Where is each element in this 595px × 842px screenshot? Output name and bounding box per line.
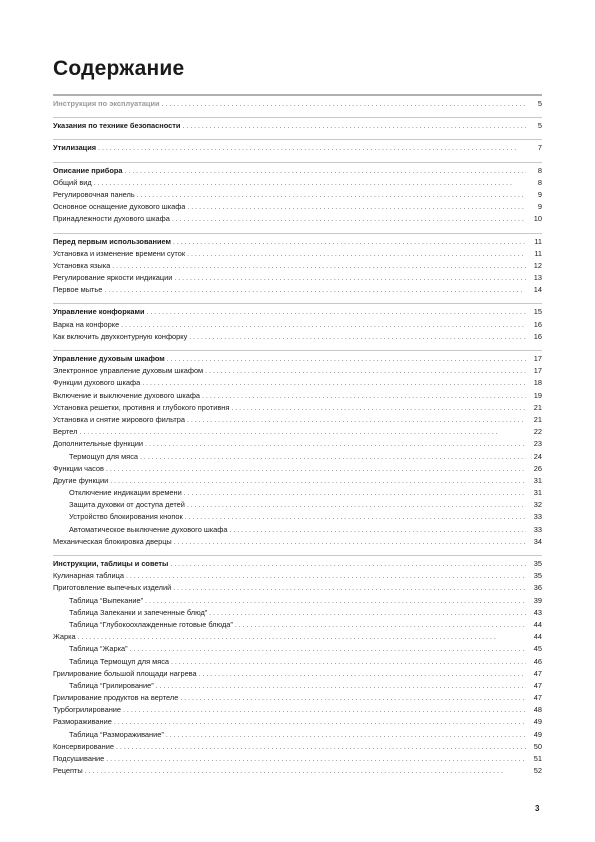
dot-leader xyxy=(231,402,526,414)
toc-entry[interactable] xyxy=(53,716,542,728)
toc-subentry[interactable] xyxy=(53,524,542,536)
toc-entry-page: 44 xyxy=(533,619,542,629)
toc-entry-page: 11 xyxy=(534,248,542,258)
dot-leader xyxy=(106,753,526,765)
toc-entry[interactable] xyxy=(53,414,542,426)
toc-entry[interactable] xyxy=(53,248,542,260)
dot-leader xyxy=(130,643,526,655)
toc-entry-title: Таблица “Размораживание” xyxy=(69,729,164,739)
toc-entry-page: 31 xyxy=(533,488,542,498)
toc-section-heading[interactable] xyxy=(53,236,542,248)
toc-entry-page: 11 xyxy=(534,236,542,246)
toc-entry-page: 47 xyxy=(533,680,542,690)
toc-section-heading[interactable] xyxy=(53,165,542,177)
toc-entry-page: 13 xyxy=(533,273,542,283)
toc-entry[interactable] xyxy=(53,189,542,201)
toc-entry[interactable] xyxy=(53,390,542,402)
toc-entry[interactable] xyxy=(53,463,542,475)
toc-entry-title: Подсушивание xyxy=(53,754,105,763)
dot-leader xyxy=(104,284,526,296)
toc-entry-title: Грилирование продуктов на вертеле xyxy=(53,693,179,703)
toc-entry-page: 22 xyxy=(533,427,542,437)
dot-leader xyxy=(173,582,526,594)
toc-subentry[interactable] xyxy=(53,487,542,499)
dot-leader xyxy=(85,765,526,777)
toc-entry-page: 50 xyxy=(533,741,542,751)
toc-entry-title: Общий вид xyxy=(53,177,92,187)
toc-entry-title: Механическая блокировка дверцы xyxy=(53,536,172,546)
toc-section-heading[interactable] xyxy=(53,142,542,154)
dot-leader xyxy=(147,306,526,318)
toc-entry-page: 7 xyxy=(537,143,542,153)
toc-entry[interactable] xyxy=(53,365,542,377)
toc-entry-title: Утилизация xyxy=(53,143,97,153)
toc-entry[interactable] xyxy=(53,475,542,487)
toc-entry[interactable] xyxy=(53,402,542,414)
toc-subentry[interactable] xyxy=(53,511,542,523)
dot-leader xyxy=(174,536,526,548)
toc-section xyxy=(53,162,542,226)
toc-entry-page: 9 xyxy=(537,189,542,199)
dot-leader xyxy=(170,558,526,570)
toc-entry-title: Функции духового шкафа xyxy=(53,378,141,388)
toc-entry-title: Основное оснащение духового шкафа xyxy=(53,202,186,212)
toc-subentry[interactable] xyxy=(53,451,542,463)
toc-entry[interactable] xyxy=(53,377,542,389)
toc-entry-page: 12 xyxy=(533,260,542,270)
toc-entry-page: 35 xyxy=(533,559,542,568)
toc-section xyxy=(53,139,542,154)
toc-entry-page: 43 xyxy=(533,607,542,617)
toc-entry-title: Термощуп для мяса xyxy=(69,451,138,461)
dot-leader xyxy=(140,451,526,463)
toc-entry-title: Таблица Термощуп для мяса xyxy=(69,656,170,666)
toc-section-heading[interactable] xyxy=(53,353,542,365)
toc-entry-page: 49 xyxy=(533,729,542,739)
toc-entry-page: 8 xyxy=(537,177,542,187)
toc-entry-page: 21 xyxy=(533,402,542,412)
toc-entry-page: 23 xyxy=(533,439,542,449)
toc-entry[interactable] xyxy=(53,753,542,765)
toc-entry-title: Первое мытье xyxy=(53,285,103,295)
toc-entry[interactable] xyxy=(53,201,542,213)
toc-entry-title: Таблица “Выпекание” xyxy=(69,595,144,605)
toc-entry-title: Описание прибора xyxy=(53,165,123,175)
toc-entry-page: 47 xyxy=(533,668,542,678)
toc-section xyxy=(53,303,542,343)
toc-entry-page: 35 xyxy=(533,571,542,581)
dot-leader xyxy=(184,487,526,499)
toc-entry-title: Как включить двухконтурную конфорку xyxy=(53,331,188,341)
toc-entry[interactable] xyxy=(53,426,542,438)
dot-leader xyxy=(235,619,526,631)
toc-entry-page: 47 xyxy=(533,693,542,703)
toc-entry-page: 45 xyxy=(533,644,542,654)
toc-entry-title: Указания по технике безопасности xyxy=(53,121,181,131)
dot-leader xyxy=(187,499,526,511)
table-of-contents xyxy=(53,94,542,784)
toc-entry-title: Приготовление выпечных изделий xyxy=(53,583,172,593)
toc-entry-page: 21 xyxy=(533,414,542,424)
toc-section xyxy=(53,94,542,110)
toc-entry[interactable] xyxy=(53,692,542,704)
toc-entry-title: Установка решетки, противня и глубокого противня xyxy=(53,402,230,412)
dot-leader xyxy=(162,98,526,110)
dot-leader xyxy=(137,189,526,201)
toc-entry-page: 18 xyxy=(533,378,542,388)
toc-entry-title: Инструкция по эксплуатации xyxy=(53,99,160,108)
dot-leader xyxy=(110,475,526,487)
page-title: Содержание xyxy=(53,57,185,80)
toc-entry[interactable] xyxy=(53,741,542,753)
toc-entry[interactable] xyxy=(53,331,542,343)
toc-entry[interactable] xyxy=(53,582,542,594)
toc-entry-title: Таблица “Грилирование” xyxy=(69,680,154,690)
dot-leader xyxy=(187,414,526,426)
toc-subentry[interactable] xyxy=(53,619,542,631)
toc-entry[interactable] xyxy=(53,284,542,296)
toc-entry-title: Устройство блокирования кнопок xyxy=(69,512,183,522)
dot-leader xyxy=(185,511,526,523)
toc-entry-page: 26 xyxy=(533,463,542,473)
toc-entry-page: 39 xyxy=(533,595,542,605)
toc-section-heading[interactable] xyxy=(53,558,542,570)
toc-entry-title: Регулировочная панель xyxy=(53,189,135,199)
toc-entry-title: Варка на конфорке xyxy=(53,319,120,329)
dot-leader xyxy=(78,631,526,643)
dot-leader xyxy=(172,213,526,225)
dot-leader xyxy=(171,656,526,668)
toc-entry-title: Размораживание xyxy=(53,717,112,727)
dot-leader xyxy=(229,524,526,536)
toc-entry-page: 15 xyxy=(533,307,542,317)
toc-entry-page: 14 xyxy=(533,285,542,295)
dot-leader xyxy=(79,426,526,438)
toc-entry-page: 51 xyxy=(533,754,542,763)
toc-subentry[interactable] xyxy=(53,607,542,619)
dot-leader xyxy=(114,716,526,728)
toc-entry-page: 17 xyxy=(533,366,542,376)
toc-entry-title: Инструкции, таблицы и советы xyxy=(53,559,169,568)
toc-subentry[interactable] xyxy=(53,729,542,741)
dot-leader xyxy=(98,142,526,154)
toc-entry-page: 34 xyxy=(533,536,542,546)
toc-subentry[interactable] xyxy=(53,643,542,655)
toc-section xyxy=(53,233,542,297)
dot-leader xyxy=(124,165,526,177)
toc-entry-title: Турбогрилирование xyxy=(53,705,122,715)
toc-entry-page: 19 xyxy=(533,390,542,400)
toc-section-heading[interactable] xyxy=(53,306,542,318)
dot-leader xyxy=(116,741,526,753)
toc-entry-title: Отключение индикации времени xyxy=(69,488,182,498)
dot-leader xyxy=(187,201,526,213)
dot-leader xyxy=(145,438,526,450)
toc-entry-title: Электронное управление духовым шкафом xyxy=(53,366,204,376)
toc-subentry[interactable] xyxy=(53,680,542,692)
toc-entry-title: Таблица “Жарка” xyxy=(69,644,128,654)
toc-entry[interactable] xyxy=(53,438,542,450)
toc-entry-title: Автоматическое выключение духового шкафа xyxy=(69,524,228,534)
toc-entry[interactable] xyxy=(53,570,542,582)
toc-entry-title: Установка и снятие жирового фильтра xyxy=(53,414,185,424)
toc-entry[interactable] xyxy=(53,668,542,680)
dot-leader xyxy=(94,177,526,189)
toc-subentry[interactable] xyxy=(53,595,542,607)
dot-leader xyxy=(112,260,526,272)
dot-leader xyxy=(180,692,526,704)
toc-section xyxy=(53,555,542,777)
toc-entry-title: Защита духовки от доступа детей xyxy=(69,500,185,510)
toc-entry-page: 5 xyxy=(537,99,542,108)
toc-entry-page: 31 xyxy=(533,475,542,485)
toc-entry-title: Кулинарная таблица xyxy=(53,571,124,581)
toc-entry-page: 49 xyxy=(533,717,542,727)
toc-section xyxy=(53,117,542,132)
toc-entry-title: Жарка xyxy=(53,632,76,642)
toc-entry-page: 46 xyxy=(533,656,542,666)
toc-entry[interactable] xyxy=(53,631,542,643)
toc-entry-page: 33 xyxy=(533,524,542,534)
dot-leader xyxy=(123,704,526,716)
dot-leader xyxy=(126,570,526,582)
toc-subentry[interactable] xyxy=(53,656,542,668)
toc-entry-title: Таблица Запеканки и запеченные блюд” xyxy=(69,607,208,617)
toc-entry-page: 17 xyxy=(533,354,542,363)
toc-entry-title: Функции часов xyxy=(53,463,104,473)
toc-entry-page: 32 xyxy=(533,500,542,510)
dot-leader xyxy=(156,680,526,692)
toc-entry-page: 24 xyxy=(533,451,542,461)
dot-leader xyxy=(142,377,526,389)
toc-entry-title: Регулирование яркости индикации xyxy=(53,273,173,283)
toc-entry-page: 10 xyxy=(533,214,542,224)
toc-entry[interactable] xyxy=(53,213,542,225)
dot-leader xyxy=(199,668,526,680)
toc-entry-title: Грилирование большой площади нагрева xyxy=(53,668,197,678)
toc-entry-title: Рецепты xyxy=(53,766,83,776)
page-number: 3 xyxy=(535,804,540,813)
toc-section-heading[interactable] xyxy=(53,120,542,132)
toc-entry-title: Таблица “Глубокоохлажденные готовые блюда” xyxy=(69,619,233,629)
toc-entry[interactable] xyxy=(53,536,542,548)
toc-entry-title: Управление духовым шкафом xyxy=(53,354,165,363)
toc-entry-page: 9 xyxy=(537,202,542,212)
toc-entry-title: Включение и выключение духового шкафа xyxy=(53,390,201,400)
toc-entry-page: 5 xyxy=(537,121,542,131)
dot-leader xyxy=(189,331,526,343)
dot-leader xyxy=(202,390,526,402)
toc-entry-page: 16 xyxy=(533,319,542,329)
dot-leader xyxy=(121,319,526,331)
toc-entry[interactable] xyxy=(53,765,542,777)
dot-leader xyxy=(187,248,526,260)
dot-leader xyxy=(106,463,526,475)
toc-entry-title: Установка и изменение времени суток xyxy=(53,248,186,258)
toc-entry-title: Дополнительные функции xyxy=(53,439,144,449)
dot-leader xyxy=(145,595,526,607)
toc-entry-title: Другие функции xyxy=(53,475,109,485)
dot-leader xyxy=(182,120,526,132)
toc-entry-title: Управление конфорками xyxy=(53,307,145,317)
toc-entry-page: 16 xyxy=(533,331,542,341)
toc-entry-page: 44 xyxy=(533,632,542,642)
toc-entry-title: Установка языка xyxy=(53,260,111,270)
toc-entry[interactable] xyxy=(53,260,542,272)
dot-leader xyxy=(174,272,526,284)
toc-entry-title: Принадлежности духового шкафа xyxy=(53,214,170,224)
toc-entry[interactable] xyxy=(53,704,542,716)
toc-entry[interactable] xyxy=(53,177,542,189)
toc-entry-page: 36 xyxy=(533,583,542,593)
dot-leader xyxy=(209,607,526,619)
toc-entry-title: Перед первым использованием xyxy=(53,236,171,246)
dot-leader xyxy=(173,236,526,248)
dot-leader xyxy=(167,353,526,365)
toc-section xyxy=(53,350,542,548)
toc-subentry[interactable] xyxy=(53,499,542,511)
dot-leader xyxy=(205,365,526,377)
toc-entry[interactable] xyxy=(53,272,542,284)
toc-entry-title: Вертел xyxy=(53,427,78,437)
toc-entry-page: 8 xyxy=(537,165,542,175)
dot-leader xyxy=(166,729,526,741)
toc-entry-page: 33 xyxy=(533,512,542,522)
toc-entry-title: Консервирование xyxy=(53,741,114,751)
toc-entry[interactable] xyxy=(53,319,542,331)
toc-entry-page: 52 xyxy=(533,766,542,776)
toc-section-heading[interactable] xyxy=(53,98,542,110)
toc-entry-page: 48 xyxy=(533,705,542,715)
